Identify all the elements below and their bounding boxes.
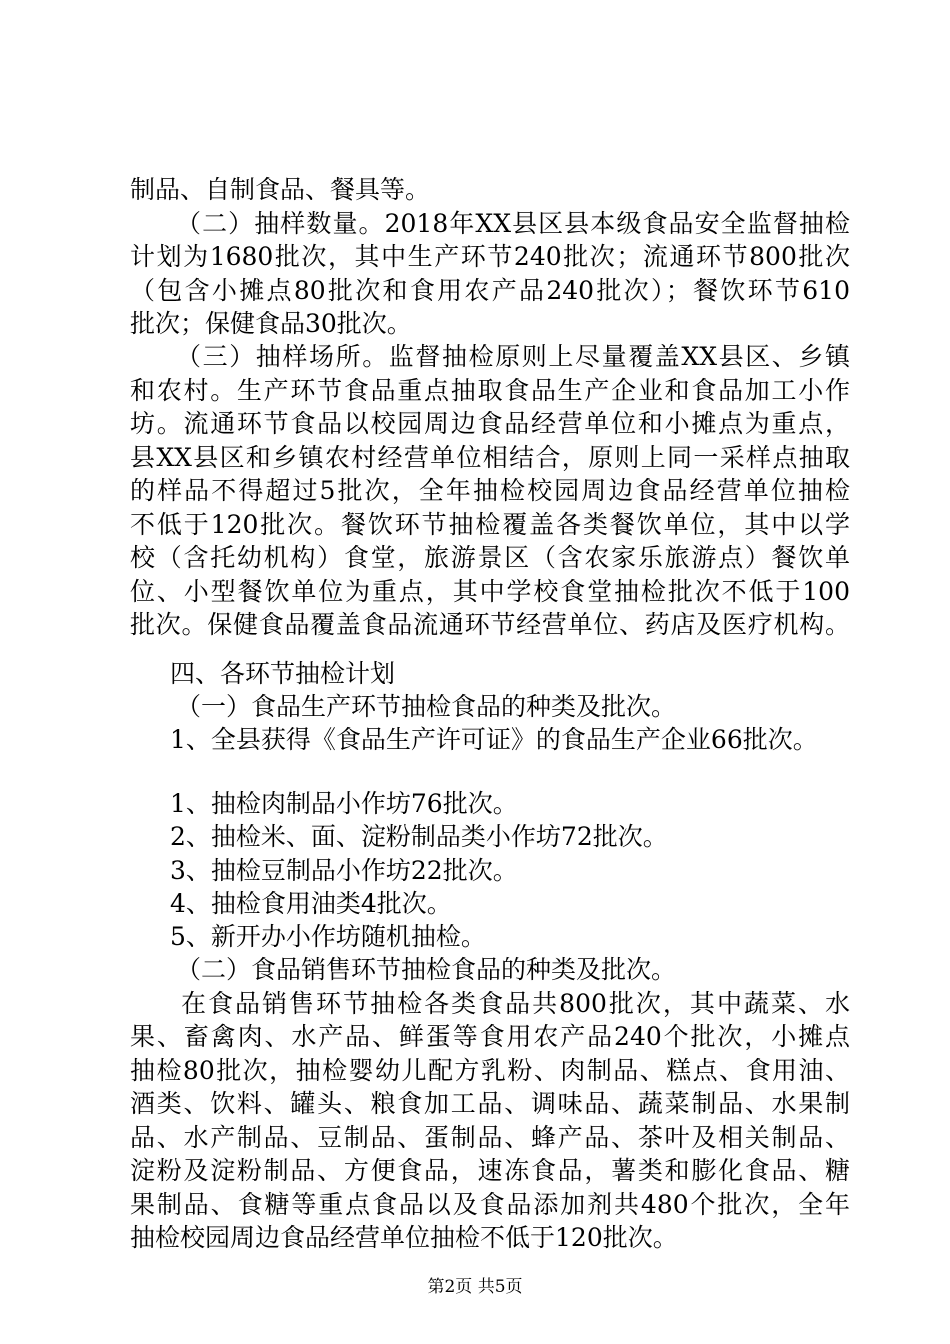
paragraph-line: 坊。流通环节食品以校园周边食品经营单位和小摊点为重点，	[130, 409, 850, 438]
paragraph-line: 批次；保健食品30批次。	[130, 309, 412, 338]
paragraph-line: 县XX县区和乡镇农村经营单位相结合，原则上同一采样点抽取	[130, 443, 850, 472]
paragraph-line: 淀粉及淀粉制品、方便食品，速冻食品，薯类和膨化食品、糖	[130, 1156, 850, 1185]
section-heading: 四、各环节抽检计划	[170, 659, 396, 688]
list-item: 4、抽检食用油类4批次。	[170, 889, 452, 918]
paragraph-line: 酒类、饮料、罐头、粮食加工品、调味品、蔬菜制品、水果制	[130, 1089, 850, 1118]
paragraph-line: 在食品销售环节抽检各类食品共800批次，其中蔬菜、水	[181, 989, 850, 1018]
list-item: 2、抽检米、面、淀粉制品类小作坊72批次。	[170, 822, 668, 851]
paragraph-line: （三）抽样场所。监督抽检原则上尽量覆盖XX县区、乡镇	[176, 342, 850, 371]
subsection-heading: （二）食品销售环节抽检食品的种类及批次。	[176, 955, 677, 984]
paragraph-line: 抽检80批次，抽检婴幼儿配方乳粉、肉制品、糕点、食用油、	[130, 1056, 850, 1085]
paragraph-line: 品、水产制品、豆制品、蛋制品、蜂产品、茶叶及相关制品、	[130, 1123, 850, 1152]
paragraph-line: 抽检校园周边食品经营单位抽检不低于120批次。	[130, 1223, 678, 1252]
list-item: 1、抽检肉制品小作坊76批次。	[170, 789, 518, 818]
paragraph-line: 果制品、食糖等重点食品以及食品添加剂共480个批次，全年	[130, 1190, 850, 1219]
list-item: 1、全县获得《食品生产许可证》的食品生产企业66批次。	[170, 725, 818, 754]
paragraph-line: 和农村。生产环节食品重点抽取食品生产企业和食品加工小作	[130, 376, 850, 405]
paragraph-line: （二）抽样数量。2018年XX县区县本级食品安全监督抽检	[176, 209, 850, 238]
paragraph-line: 制品、自制食品、餐具等。	[130, 175, 431, 204]
paragraph-line: 批次。保健食品覆盖食品流通环节经营单位、药店及医疗机构。	[130, 610, 850, 639]
list-item: 3、抽检豆制品小作坊22批次。	[170, 856, 518, 885]
paragraph-line: 的样品不得超过5批次，全年抽检校园周边食品经营单位抽检	[130, 476, 850, 505]
page-number-footer: 第2页 共5页	[427, 1277, 523, 1297]
subsection-heading: （一）食品生产环节抽检食品的种类及批次。	[176, 692, 677, 721]
paragraph-line: 不低于120批次。餐饮环节抽检覆盖各类餐饮单位，其中以学	[130, 510, 850, 539]
paragraph-line: 计划为1680批次，其中生产环节240批次；流通环节800批次	[130, 242, 850, 271]
paragraph-line: 校（含托幼机构）食堂，旅游景区（含农家乐旅游点）餐饮单	[130, 543, 850, 572]
paragraph-line: 果、畜禽肉、水产品、鲜蛋等食用农产品240个批次，小摊点	[130, 1022, 850, 1051]
paragraph-line: （包含小摊点80批次和食用农产品240批次）；餐饮环节610	[130, 276, 850, 305]
list-item: 5、新开办小作坊随机抽检。	[170, 922, 486, 951]
paragraph-line: 位、小型餐饮单位为重点，其中学校食堂抽检批次不低于100	[130, 577, 850, 606]
